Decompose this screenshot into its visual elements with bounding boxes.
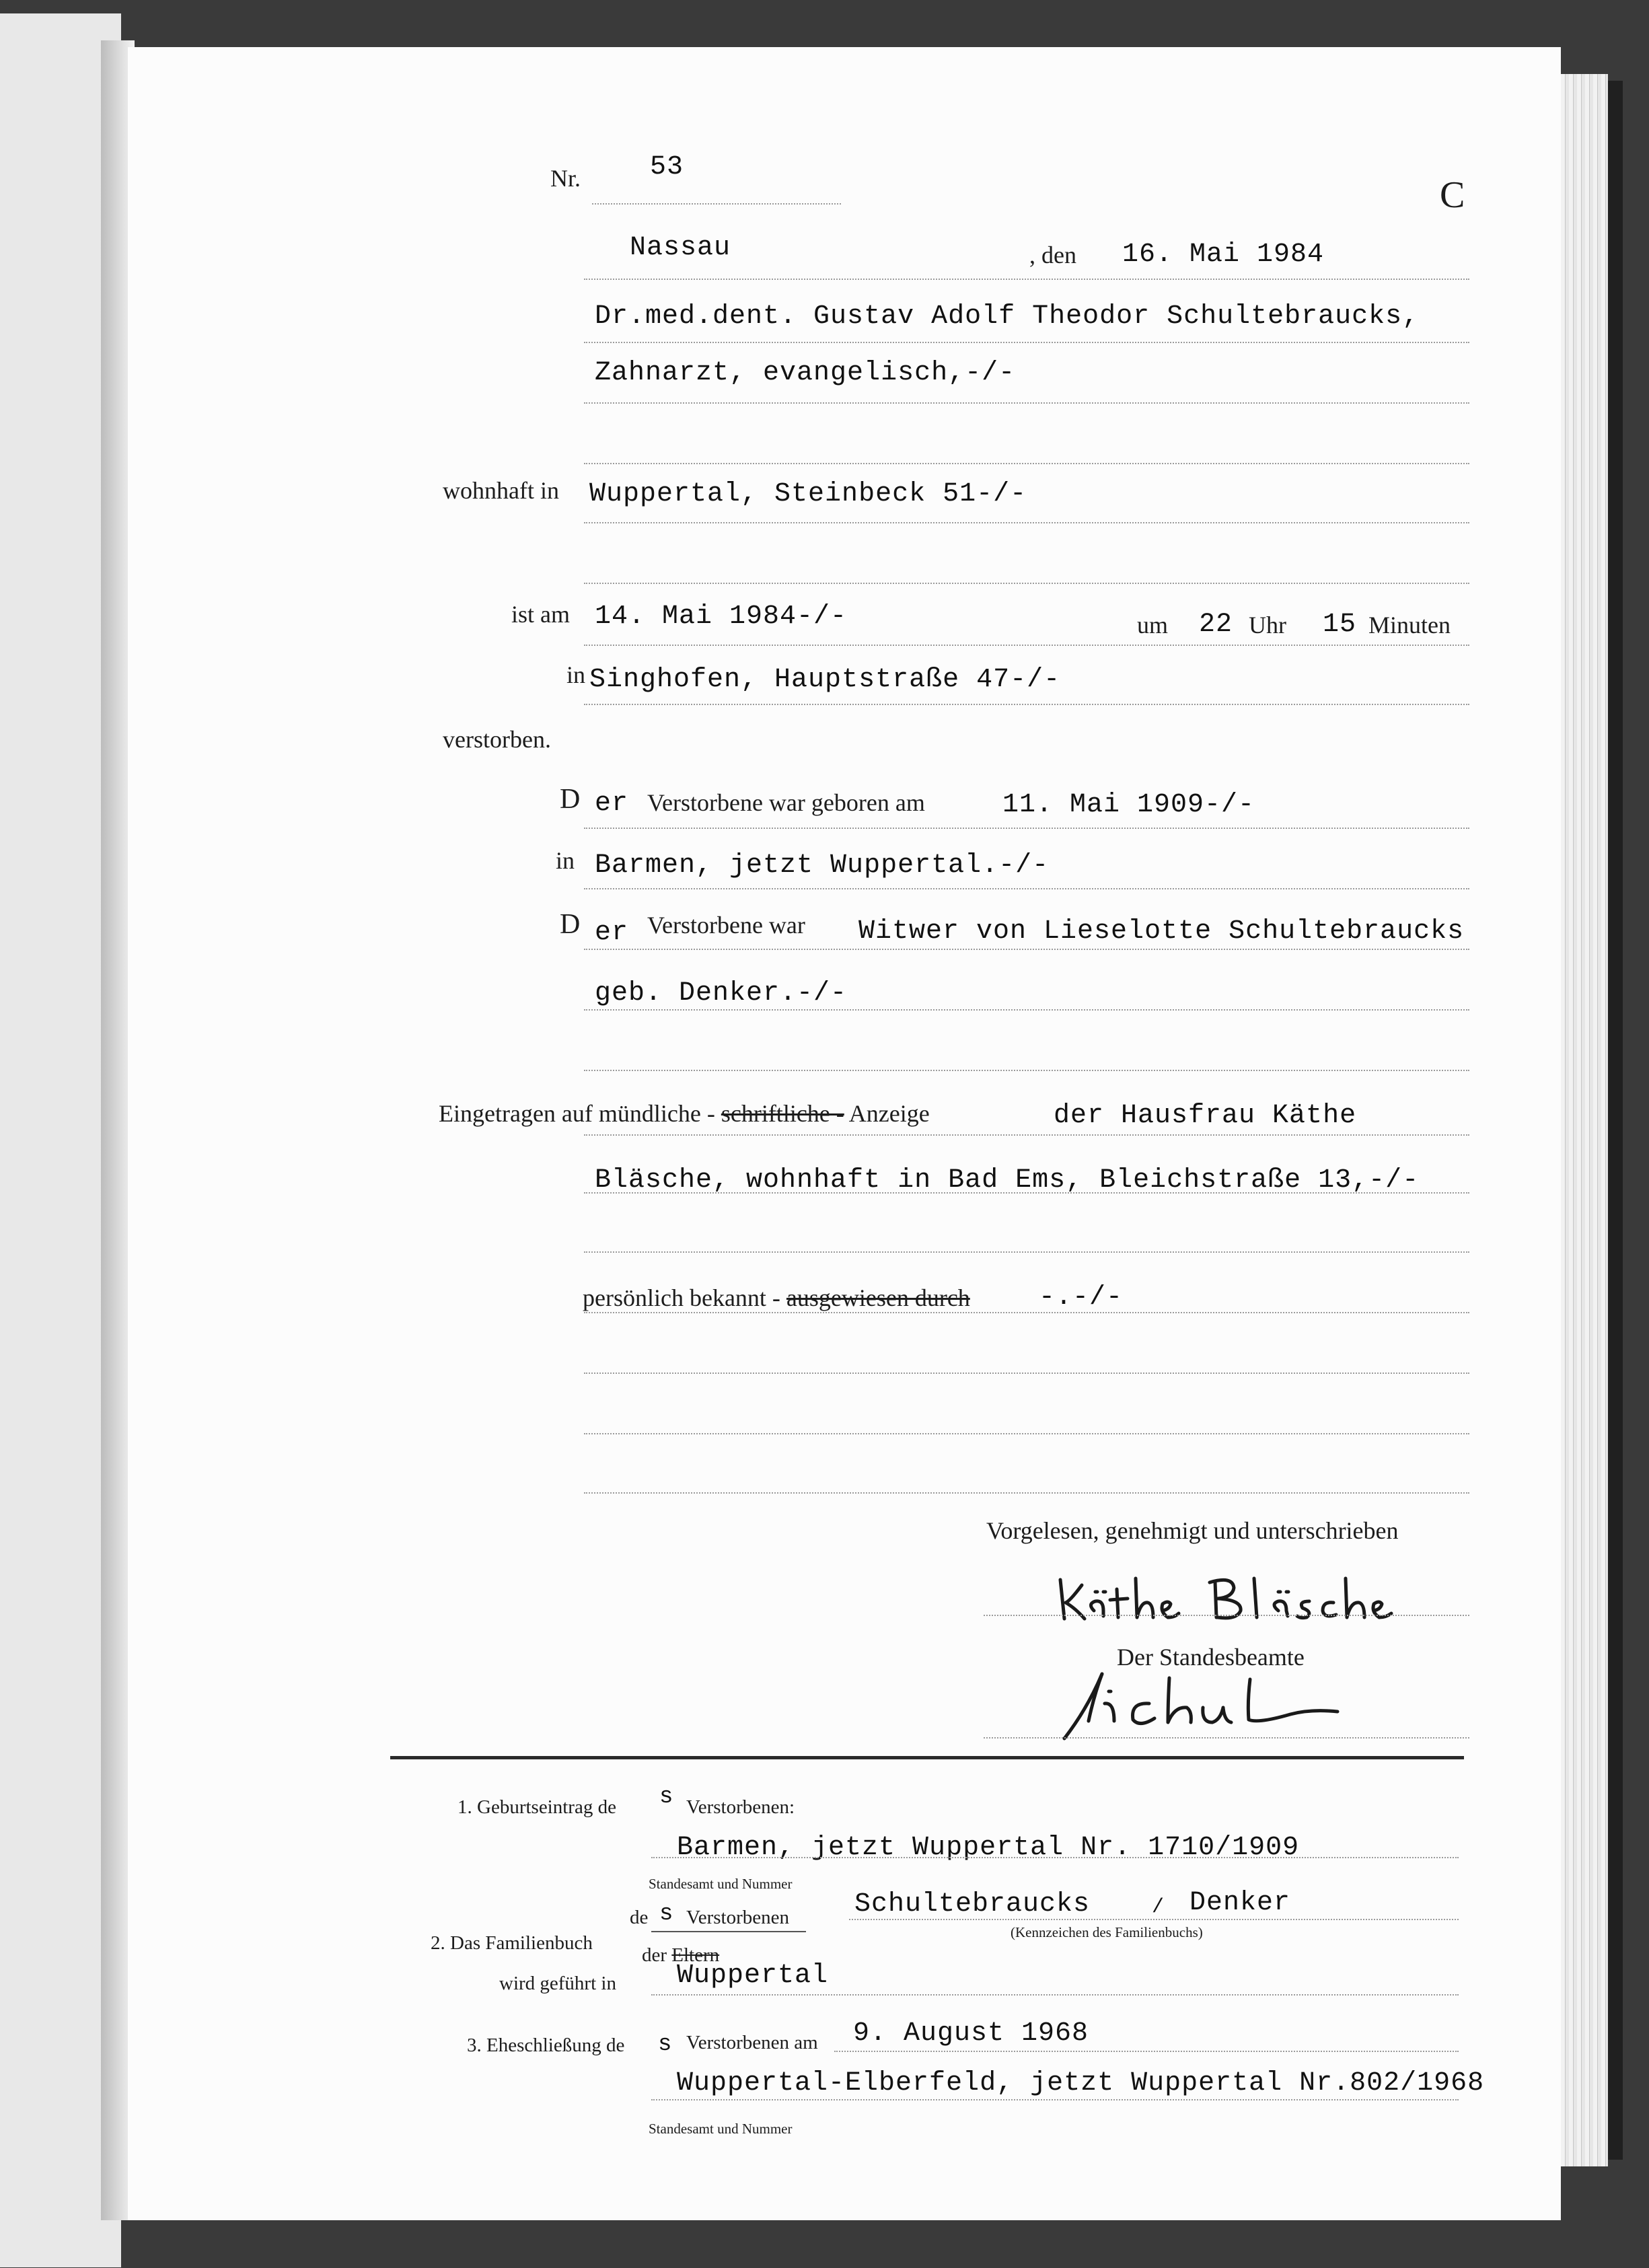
date-value: 16. Mai 1984: [1122, 240, 1325, 270]
line-7: [584, 645, 1469, 646]
line-2: [584, 342, 1469, 343]
marital-status-cont: geb. Denker.-/-: [595, 978, 848, 1009]
line-11: [584, 949, 1469, 950]
book-cover-edge: [1608, 81, 1623, 2160]
note2-family-2: Denker: [1189, 1888, 1291, 1918]
note2-family-line: [849, 1919, 1459, 1920]
nr-value: 53: [650, 152, 684, 182]
note3-date: 9. August 1968: [853, 2018, 1089, 2049]
minuten-label: Minuten: [1368, 612, 1451, 638]
birth-er-fill: er: [595, 789, 629, 819]
line-17: [584, 1312, 1469, 1313]
nr-label: Nr.: [550, 165, 581, 192]
note2-place-line: [651, 1994, 1459, 1996]
note1-fill: s: [659, 1784, 674, 1810]
section-rule: [390, 1756, 1464, 1759]
line-10: [584, 888, 1469, 889]
den-label: , den: [1029, 242, 1076, 268]
note2-de: de: [630, 1907, 649, 1928]
known-label: [583, 1284, 970, 1312]
report-label-post: Anzeige: [848, 1100, 930, 1127]
birth-in-label: in: [556, 847, 575, 874]
line-13: [584, 1070, 1469, 1071]
note1-caption: Standesamt und Nummer: [649, 1876, 793, 1892]
line-6: [584, 583, 1469, 584]
page-edges: [1561, 74, 1608, 2166]
death-date-value: 14. Mai 1984-/-: [595, 601, 848, 632]
note3-label: 3. Eheschließung de: [467, 2035, 625, 2056]
informant-line-2: Bläsche, wohnhaft in Bad Ems, Bleichstraße 13,-/-: [595, 1165, 1420, 1196]
note2-caption: (Kennzeichen des Familienbuchs): [1011, 1924, 1203, 1940]
birth-label: Verstorbene war geboren am: [647, 789, 925, 816]
death-in-label: in: [566, 661, 586, 688]
birth-place-value: Barmen, jetzt Wuppertal.-/-: [595, 850, 1050, 881]
report-label-pre: Eingetragen auf mündliche -: [439, 1100, 715, 1127]
informant-signature-line: [984, 1615, 1469, 1616]
corner-letter: C: [1440, 174, 1465, 216]
note2-choice-divider: [651, 1931, 806, 1932]
marital-label: Verstorbene war: [647, 912, 805, 939]
line-18: [584, 1373, 1469, 1374]
report-label: [439, 1099, 930, 1128]
note3-label-end: Verstorbenen am: [686, 2032, 818, 2053]
note1-value: Barmen, jetzt Wuppertal Nr. 1710/1909: [677, 1833, 1300, 1863]
name-value: Dr.med.dent. Gustav Adolf Theodor Schultebraucks,: [595, 301, 1420, 332]
death-hour: 22: [1199, 610, 1233, 640]
known-fill: -.-/-: [1039, 1282, 1124, 1313]
read-approved-label: Vorgelesen, genehmigt und unterschrieben: [986, 1517, 1399, 1544]
note1-label: 1. Geburtseintrag de: [457, 1796, 616, 1818]
note1-label-end: Verstorbenen:: [686, 1796, 795, 1818]
line-5: [584, 522, 1469, 523]
registrar-signature: [1055, 1669, 1344, 1743]
marital-er-fill: er: [595, 918, 629, 948]
marital-d-prefix: D: [560, 909, 581, 940]
line-15: [584, 1192, 1469, 1194]
verstorben-label: verstorben.: [443, 726, 551, 753]
nr-line: [592, 203, 841, 205]
marital-status-value: Witwer von Lieselotte Schultebraucks: [858, 916, 1465, 947]
informant-line-1: der Hausfrau Käthe: [1054, 1101, 1357, 1131]
line-20: [584, 1492, 1469, 1494]
death-place-value: Singhofen, Hauptstraße 47-/-: [589, 665, 1061, 695]
note3-value: Wuppertal-Elberfeld, jetzt Wuppertal Nr.802/1968: [677, 2068, 1485, 2098]
note2-family-1: Schultebraucks: [854, 1889, 1091, 1919]
note2-label-b: wird geführt in: [499, 1973, 616, 1994]
line-12: [584, 1009, 1469, 1011]
residence-value: Wuppertal, Steinbeck 51-/-: [589, 479, 1027, 509]
birth-date-value: 11. Mai 1909-/-: [1002, 790, 1255, 820]
note3-date-line: [834, 2051, 1459, 2052]
note2-der: der: [642, 1944, 667, 1966]
wohnhaft-label: wohnhaft in: [443, 477, 559, 504]
note1-line: [651, 1857, 1459, 1858]
informant-signature: [1055, 1572, 1405, 1632]
known-label-struck: ausgewiesen durch: [786, 1284, 970, 1311]
note2-verstorbenen: Verstorbenen: [686, 1907, 790, 1928]
birth-d-prefix: D: [560, 784, 581, 815]
note3-line: [651, 2099, 1459, 2100]
note2-place: Wuppertal: [677, 1961, 829, 1991]
uhr-label: Uhr: [1249, 612, 1286, 638]
known-label-pre: persönlich bekannt -: [583, 1284, 780, 1311]
line-16: [584, 1251, 1469, 1253]
note2-fill: s: [659, 1901, 674, 1927]
note3-fill: s: [658, 2032, 673, 2057]
note2-sep: /: [1152, 1896, 1165, 1919]
line-8: [584, 704, 1469, 705]
note3-caption: Standesamt und Nummer: [649, 2121, 793, 2137]
line-9: [584, 828, 1469, 829]
line-19: [584, 1433, 1469, 1434]
report-label-struck: schriftliche -: [721, 1100, 844, 1127]
line-3: [584, 402, 1469, 404]
line-14: [584, 1134, 1469, 1136]
note2-eltern-struck: Eltern: [671, 1944, 720, 1966]
registrar-label: Der Standesbeamte: [1117, 1644, 1305, 1671]
um-label: um: [1137, 612, 1169, 638]
death-minutes: 15: [1323, 610, 1357, 640]
note2-label: 2. Das Familienbuch: [431, 1932, 593, 1954]
occupation-value: Zahnarzt, evangelisch,-/-: [595, 358, 1016, 388]
registrar-signature-line: [984, 1737, 1469, 1739]
line-1: [584, 279, 1469, 280]
place-value: Nassau: [630, 233, 731, 263]
line-4: [584, 463, 1469, 464]
ist-am-label: ist am: [511, 601, 570, 628]
